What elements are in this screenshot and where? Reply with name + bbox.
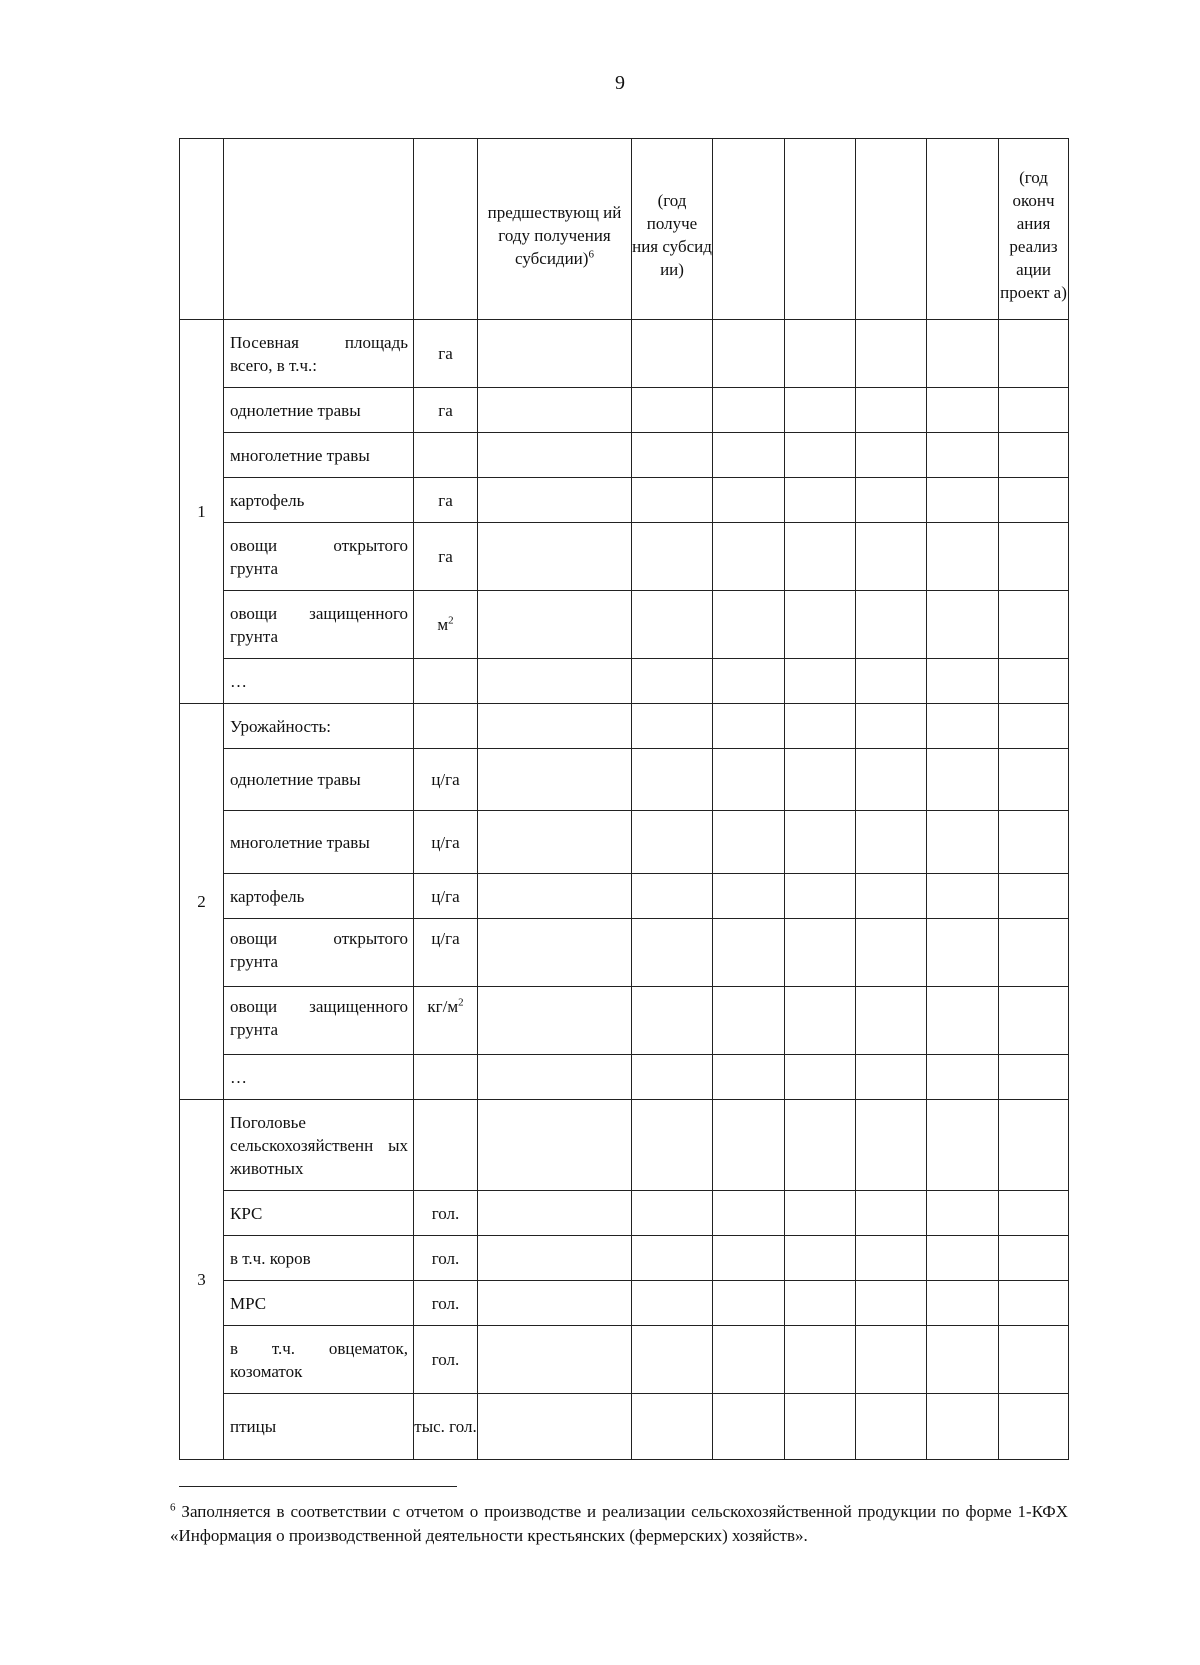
value-cell [632,874,713,919]
value-cell [856,1236,927,1281]
value-cell [478,659,632,704]
table-row [180,1236,1069,1281]
indicator-name: КРС [224,1191,414,1236]
value-cell [999,811,1069,874]
value-cell [785,388,856,433]
table-row [180,1191,1069,1236]
value-cell [632,433,713,478]
unit-of-measure: $кг/м^2$ [414,987,478,1055]
unit-of-measure: гол. [414,1191,478,1236]
table-row [180,1394,1069,1460]
value-cell [632,388,713,433]
value-cell [856,749,927,811]
value-cell [478,433,632,478]
value-cell [927,478,999,523]
value-cell [785,1055,856,1100]
indicator-name: овощи открытого грунта [224,919,414,987]
value-cell [927,388,999,433]
table-row [180,704,1069,749]
value-cell [927,1236,999,1281]
value-cell [632,659,713,704]
value-cell [999,704,1069,749]
indicator-name: Урожайность: [224,704,414,749]
value-cell [785,704,856,749]
header-cell-year-3 [856,139,927,320]
table-row [180,591,1069,659]
unit-of-measure: гол. [414,1281,478,1326]
value-cell [927,433,999,478]
indicator-name: в т.ч. коров [224,1236,414,1281]
value-cell [713,704,785,749]
indicator-name: Поголовье сельскохозяйственн ых животных [224,1100,414,1191]
header-cell-project-end-year: (год оконч ания реализ ации проект а) [999,139,1069,320]
value-cell [927,1394,999,1460]
indicator-name: многолетние травы [224,811,414,874]
value-cell [713,811,785,874]
value-cell [927,591,999,659]
indicator-name: картофель [224,478,414,523]
value-cell [785,1281,856,1326]
value-cell [478,919,632,987]
value-cell [785,749,856,811]
value-cell [785,591,856,659]
value-cell [632,1326,713,1394]
header-cell-name [224,139,414,320]
value-cell [856,1326,927,1394]
value-cell [478,1394,632,1460]
value-cell [478,320,632,388]
value-cell [999,478,1069,523]
value-cell [713,1281,785,1326]
indicator-name: … [224,1055,414,1100]
table-row [180,1100,1069,1191]
unit-of-measure: га [414,320,478,388]
header-cell-unit [414,139,478,320]
value-cell [856,919,927,987]
value-cell [999,388,1069,433]
indicator-name: однолетние травы [224,749,414,811]
value-cell [999,320,1069,388]
value-cell [927,919,999,987]
value-cell [785,1191,856,1236]
value-cell [927,1281,999,1326]
indicator-name: птицы [224,1394,414,1460]
value-cell [856,1394,927,1460]
value-cell [927,1191,999,1236]
value-cell [927,659,999,704]
value-cell [927,1100,999,1191]
value-cell [999,1236,1069,1281]
value-cell [713,659,785,704]
value-cell [856,1100,927,1191]
value-cell [856,591,927,659]
value-cell [856,987,927,1055]
value-cell [713,320,785,388]
value-cell [713,1191,785,1236]
value-cell [785,1326,856,1394]
indicator-name: в т.ч. овцематок, козоматок [224,1326,414,1394]
value-cell [713,1236,785,1281]
value-cell [713,874,785,919]
header-cell-previous-year: предшествующ ий году получения субсидии)$^6$ [478,139,632,320]
value-cell [785,874,856,919]
value-cell [713,1394,785,1460]
section-number: 3 [180,1100,224,1460]
value-cell [713,919,785,987]
value-cell [856,874,927,919]
value-cell [927,987,999,1055]
value-cell [632,919,713,987]
table-row [180,987,1069,1055]
value-cell [713,591,785,659]
indicator-name: Посевная площадь всего, в т.ч.: [224,320,414,388]
header-cell-num [180,139,224,320]
value-cell [632,1191,713,1236]
value-cell [478,1191,632,1236]
value-cell [632,523,713,591]
value-cell [785,987,856,1055]
unit-of-measure [414,704,478,749]
value-cell [999,1394,1069,1460]
value-cell [856,811,927,874]
value-cell [478,1236,632,1281]
value-cell [713,388,785,433]
unit-of-measure [414,659,478,704]
value-cell [856,704,927,749]
unit-of-measure: гол. [414,1236,478,1281]
indicator-name: овощи защищенного грунта [224,987,414,1055]
value-cell [999,919,1069,987]
table-row [180,659,1069,704]
value-cell [927,1326,999,1394]
value-cell [632,704,713,749]
value-cell [713,433,785,478]
value-cell [927,704,999,749]
value-cell [632,749,713,811]
value-cell [927,1055,999,1100]
value-cell [478,749,632,811]
footnote-separator [179,1486,457,1487]
value-cell [999,1326,1069,1394]
value-cell [927,874,999,919]
unit-of-measure: тыс. гол. [414,1394,478,1460]
value-cell [785,523,856,591]
value-cell [785,320,856,388]
table-row [180,478,1069,523]
value-cell [999,591,1069,659]
value-cell [478,1281,632,1326]
value-cell [785,1394,856,1460]
header-cell-year-1 [713,139,785,320]
value-cell [999,987,1069,1055]
page-number: 9 [615,72,625,94]
value-cell [478,1100,632,1191]
value-cell [632,1236,713,1281]
unit-of-measure: га [414,388,478,433]
unit-of-measure: $м^2$ [414,591,478,659]
value-cell [856,1281,927,1326]
unit-of-measure: га [414,478,478,523]
table-row [180,749,1069,811]
value-cell [927,811,999,874]
header-cell-subsidy-year: (год получе ния субсид ии) [632,139,713,320]
header-row [180,139,1069,320]
value-cell [856,320,927,388]
value-cell [713,987,785,1055]
footnote [170,1500,1068,1548]
value-cell [856,388,927,433]
table-row [180,1326,1069,1394]
indicator-name: однолетние травы [224,388,414,433]
value-cell [713,749,785,811]
table-row [180,1055,1069,1100]
value-cell [478,874,632,919]
value-cell [785,433,856,478]
value-cell [999,433,1069,478]
value-cell [713,1326,785,1394]
value-cell [856,478,927,523]
footnote-marker: 6 [170,1501,176,1514]
table-row [180,523,1069,591]
value-cell [856,659,927,704]
table-row [180,1281,1069,1326]
section-number: 1 [180,320,224,704]
indicator-name: МРС [224,1281,414,1326]
unit-of-measure: га [414,523,478,591]
value-cell [632,591,713,659]
value-cell [632,1055,713,1100]
value-cell [927,523,999,591]
table-row [180,811,1069,874]
value-cell [785,811,856,874]
value-cell [713,478,785,523]
unit-of-measure: ц/га [414,874,478,919]
value-cell [999,1100,1069,1191]
value-cell [632,320,713,388]
value-cell [478,704,632,749]
value-cell [478,811,632,874]
value-cell [785,919,856,987]
value-cell [632,1394,713,1460]
value-cell [999,1191,1069,1236]
value-cell [713,1100,785,1191]
value-cell [785,1236,856,1281]
value-cell [478,987,632,1055]
value-cell [856,1191,927,1236]
value-cell [856,433,927,478]
footnote-text: Заполняется в соответствии с отчетом о производстве и реализации сельскохозяйственной продукции по форме 1-КФХ «Информация о производственной деятельности крестьянских (фермерских) хозяйств». [170,1502,1068,1545]
value-cell [999,659,1069,704]
table-row [180,388,1069,433]
value-cell [478,1326,632,1394]
unit-of-measure: ц/га [414,749,478,811]
unit-of-measure [414,433,478,478]
value-cell [478,388,632,433]
table-row [180,433,1069,478]
value-cell [478,523,632,591]
table-row [180,320,1069,388]
value-cell [856,1055,927,1100]
table-row [180,874,1069,919]
value-cell [927,749,999,811]
value-cell [632,1281,713,1326]
value-cell [856,523,927,591]
value-cell [785,659,856,704]
value-cell [713,1055,785,1100]
indicators-table [179,138,1069,1460]
value-cell [632,478,713,523]
value-cell [478,478,632,523]
header-cell-year-2 [785,139,856,320]
value-cell [632,987,713,1055]
indicator-name: овощи открытого грунта [224,523,414,591]
indicator-name: многолетние травы [224,433,414,478]
value-cell [999,749,1069,811]
value-cell [999,1055,1069,1100]
unit-of-measure [414,1100,478,1191]
value-cell [927,320,999,388]
value-cell [478,591,632,659]
header-cell-year-4 [927,139,999,320]
value-cell [785,1100,856,1191]
unit-of-measure: ц/га [414,811,478,874]
value-cell [999,1281,1069,1326]
value-cell [632,1100,713,1191]
value-cell [713,523,785,591]
value-cell [785,478,856,523]
unit-of-measure: гол. [414,1326,478,1394]
value-cell [632,811,713,874]
section-number: 2 [180,704,224,1100]
value-cell [999,523,1069,591]
indicator-name: … [224,659,414,704]
value-cell [478,1055,632,1100]
value-cell [999,874,1069,919]
unit-of-measure: ц/га [414,919,478,987]
indicator-name: овощи защищенного грунта [224,591,414,659]
indicator-name: картофель [224,874,414,919]
table-row [180,919,1069,987]
unit-of-measure [414,1055,478,1100]
